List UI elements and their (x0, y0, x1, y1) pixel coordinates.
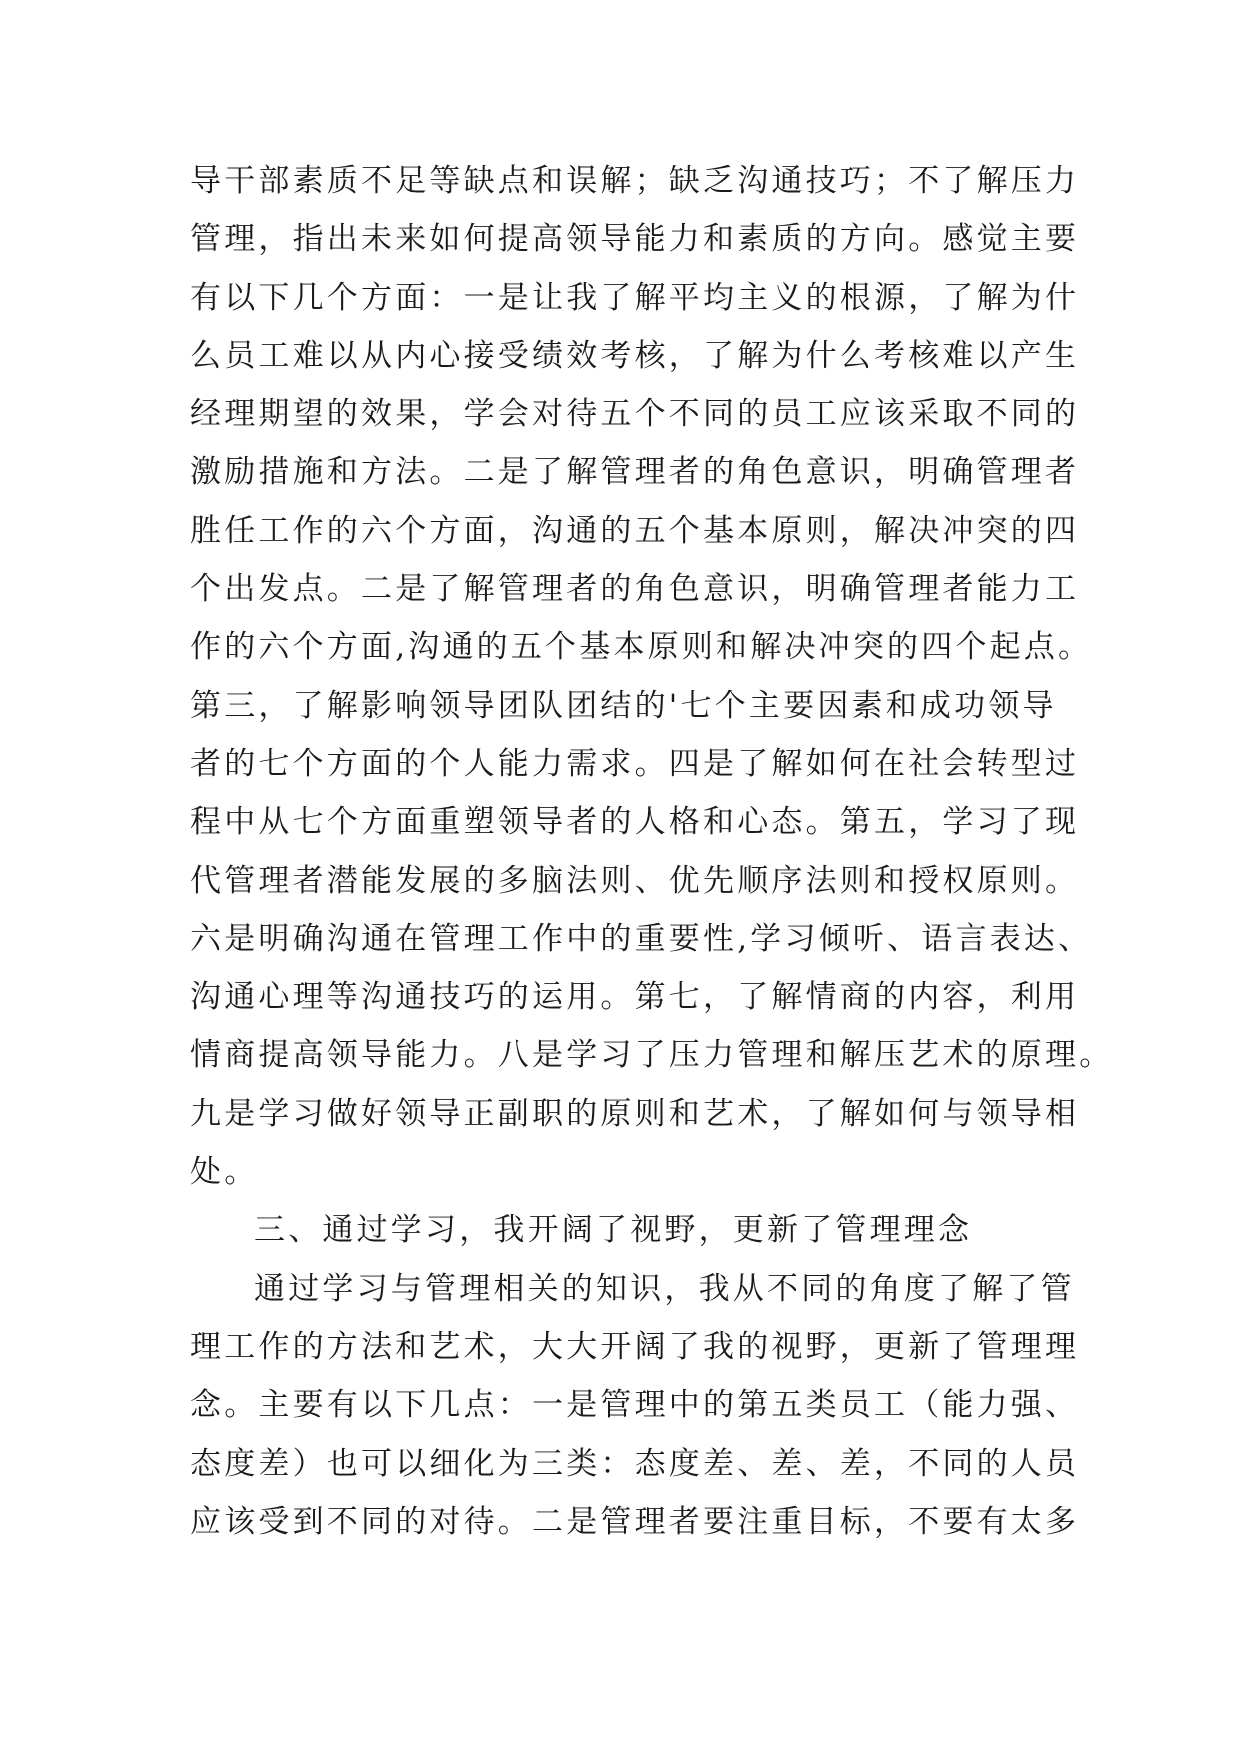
text-line: 作的六个方面,沟通的五个基本原则和解决冲突的四个起点。 (190, 629, 1093, 666)
text-line: 情商提高领导能力。八是学习了压力管理和解压艺术的原理。 (190, 1037, 1114, 1074)
text-line: 程中从七个方面重塑领导者的人格和心态。第五，学习了现 (190, 804, 1080, 841)
text-line: 第三，了解影响领导团队团结的'七个主要因素和成功领导 (190, 687, 1057, 724)
text-line: 有以下几个方面：一是让我了解平均主义的根源，了解为什 (190, 279, 1080, 316)
text-line: 六是明确沟通在管理工作中的重要性,学习倾听、语言表达、 (190, 920, 1093, 957)
text-line: 个出发点。二是了解管理者的角色意识，明确管理者能力工 (190, 571, 1080, 608)
text-line: 念。主要有以下几点：一是管理中的第五类员工（能力强、 (190, 1387, 1080, 1424)
text-line: 处。 (190, 1154, 259, 1191)
text-line: 么员工难以从内心接受绩效考核，了解为什么考核难以产生 (190, 337, 1080, 374)
text-line: 导干部素质不足等缺点和误解；缺乏沟通技巧；不了解压力 (190, 163, 1080, 199)
text-line: 激励措施和方法。二是了解管理者的角色意识，明确管理者 (190, 454, 1080, 491)
text-line: 胜任工作的六个方面，沟通的五个基本原则，解决冲突的四 (190, 512, 1080, 549)
text-line: 经理期望的效果，学会对待五个不同的员工应该采取不同的 (190, 396, 1080, 433)
text-line: 代管理者潜能发展的多脑法则、优先顺序法则和授权原则。 (190, 862, 1080, 899)
text-line: 理工作的方法和艺术，大大开阔了我的视野，更新了管理理 (190, 1328, 1080, 1365)
paragraph-first-line: 通过学习与管理相关的知识，我从不同的角度了解了管 (254, 1270, 1075, 1307)
text-line: 态度差）也可以细化为三类：态度差、差、差，不同的人员 (190, 1445, 1080, 1482)
section-heading: 三、通过学习，我开阔了视野，更新了管理理念 (254, 1212, 973, 1249)
text-line: 九是学习做好领导正副职的原则和艺术，了解如何与领导相 (190, 1095, 1080, 1132)
text-line: 者的七个方面的个人能力需求。四是了解如何在社会转型过 (190, 745, 1080, 782)
text-line: 管理，指出未来如何提高领导能力和素质的方向。感觉主要 (190, 221, 1080, 258)
text-line: 应该受到不同的对待。二是管理者要注重目标，不要有太多 (190, 1503, 1080, 1540)
document-body (190, 152, 1114, 1551)
text-line: 沟通心理等沟通技巧的运用。第七，了解情商的内容，利用 (190, 979, 1080, 1016)
